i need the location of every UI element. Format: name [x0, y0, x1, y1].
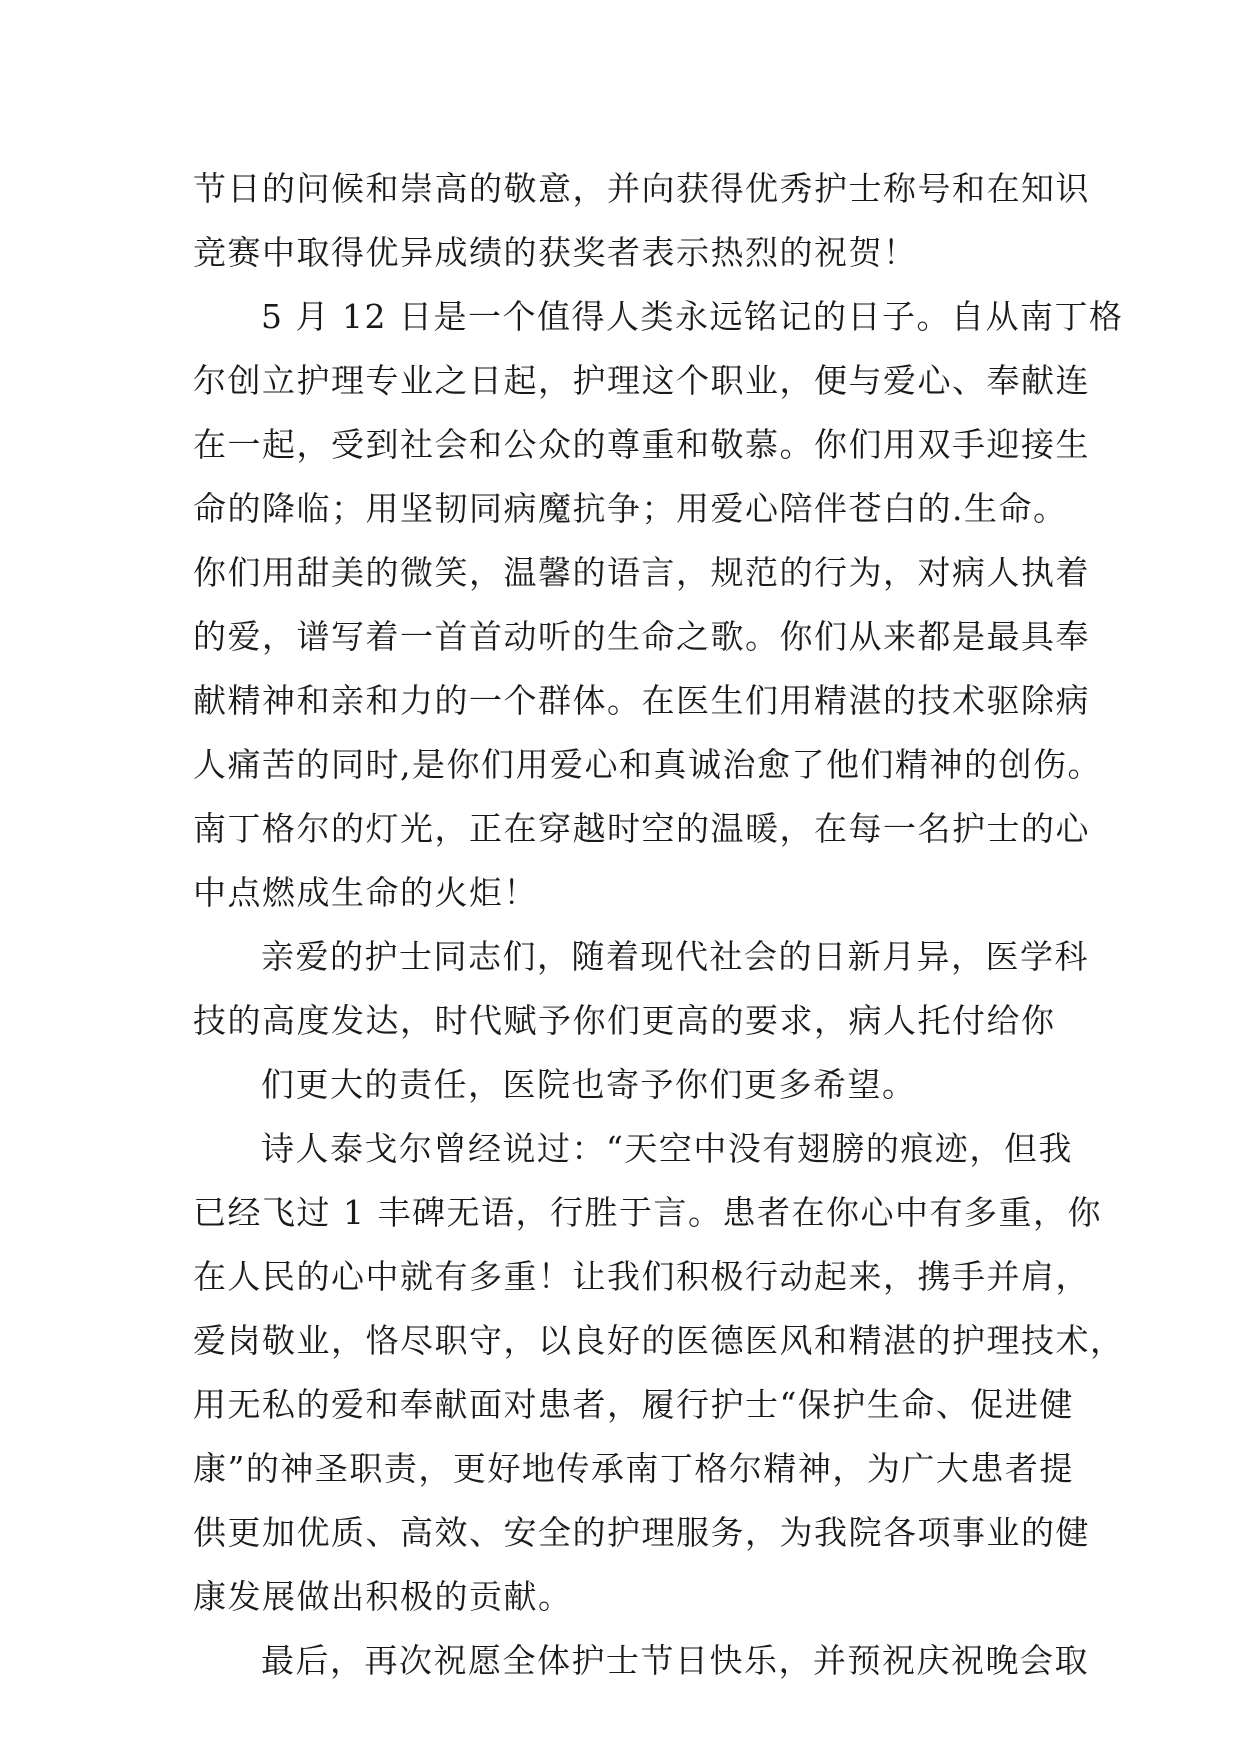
text-line: 供更加优质、高效、安全的护理服务，为我院各项事业的健: [193, 1513, 1090, 1552]
paragraph-start-line: 最后，再次祝愿全体护士节日快乐，并预祝庆祝晚会取: [261, 1641, 1089, 1680]
text-line: 在人民的心中就有多重！让我们积极行动起来，携手并肩，: [193, 1257, 1090, 1296]
text-line: 尔创立护理专业之日起，护理这个职业，便与爱心、奉献连: [193, 361, 1090, 400]
text-line: 你们用甜美的微笑，温馨的语言，规范的行为，对病人执着: [193, 553, 1090, 592]
text-line: 已经飞过 1 丰碑无语，行胜于言。患者在你心中有多重，你: [193, 1193, 1102, 1232]
text-line: 康”的神圣职责，更好地传承南丁格尔精神，为广大患者提: [193, 1449, 1074, 1488]
text-line: 竞赛中取得优异成绩的获奖者表示热烈的祝贺！: [193, 233, 918, 272]
text-line: 节日的问候和崇高的敬意，并向获得优秀护士称号和在知识: [193, 169, 1090, 208]
text-line: 中点燃成生命的火炬！: [193, 873, 538, 912]
text-line: 技的高度发达，时代赋予你们更高的要求，病人托付给你: [193, 1001, 1056, 1040]
body-text: [193, 157, 1125, 1693]
text-line: 献精神和亲和力的一个群体。在医生们用精湛的技术驱除病: [193, 681, 1090, 720]
paragraph-start-line: 们更大的责任，医院也寄予你们更多希望。: [261, 1065, 917, 1104]
text-line: 用无私的爱和奉献面对患者，履行护士“保护生命、促进健: [193, 1385, 1074, 1424]
text-line: 爱岗敬业，恪尽职守，以良好的医德医风和精湛的护理技术，: [193, 1321, 1125, 1360]
paragraph-start-line: 亲爱的护士同志们，随着现代社会的日新月异，医学科: [261, 937, 1089, 976]
paragraph-start-line: 诗人泰戈尔曾经说过：“天空中没有翅膀的痕迹，但我: [261, 1129, 1073, 1168]
text-line: 命的降临；用坚韧同病魔抗争；用爱心陪伴苍白的.生命。: [193, 489, 1068, 528]
text-line: 的爱，谱写着一首首动听的生命之歌。你们从来都是最具奉: [193, 617, 1090, 656]
text-line: 南丁格尔的灯光，正在穿越时空的温暖，在每一名护士的心: [193, 809, 1090, 848]
paragraph-start-line: 5 月 12 日是一个值得人类永远铭记的日子。自从南丁格: [261, 297, 1124, 336]
text-line: 在一起，受到社会和公众的尊重和敬慕。你们用双手迎接生: [193, 425, 1090, 464]
text-line: 人痛苦的同时,是你们用爱心和真诚治愈了他们精神的创伤。: [193, 745, 1102, 784]
text-line: 康发展做出积极的贡献。: [193, 1577, 573, 1616]
